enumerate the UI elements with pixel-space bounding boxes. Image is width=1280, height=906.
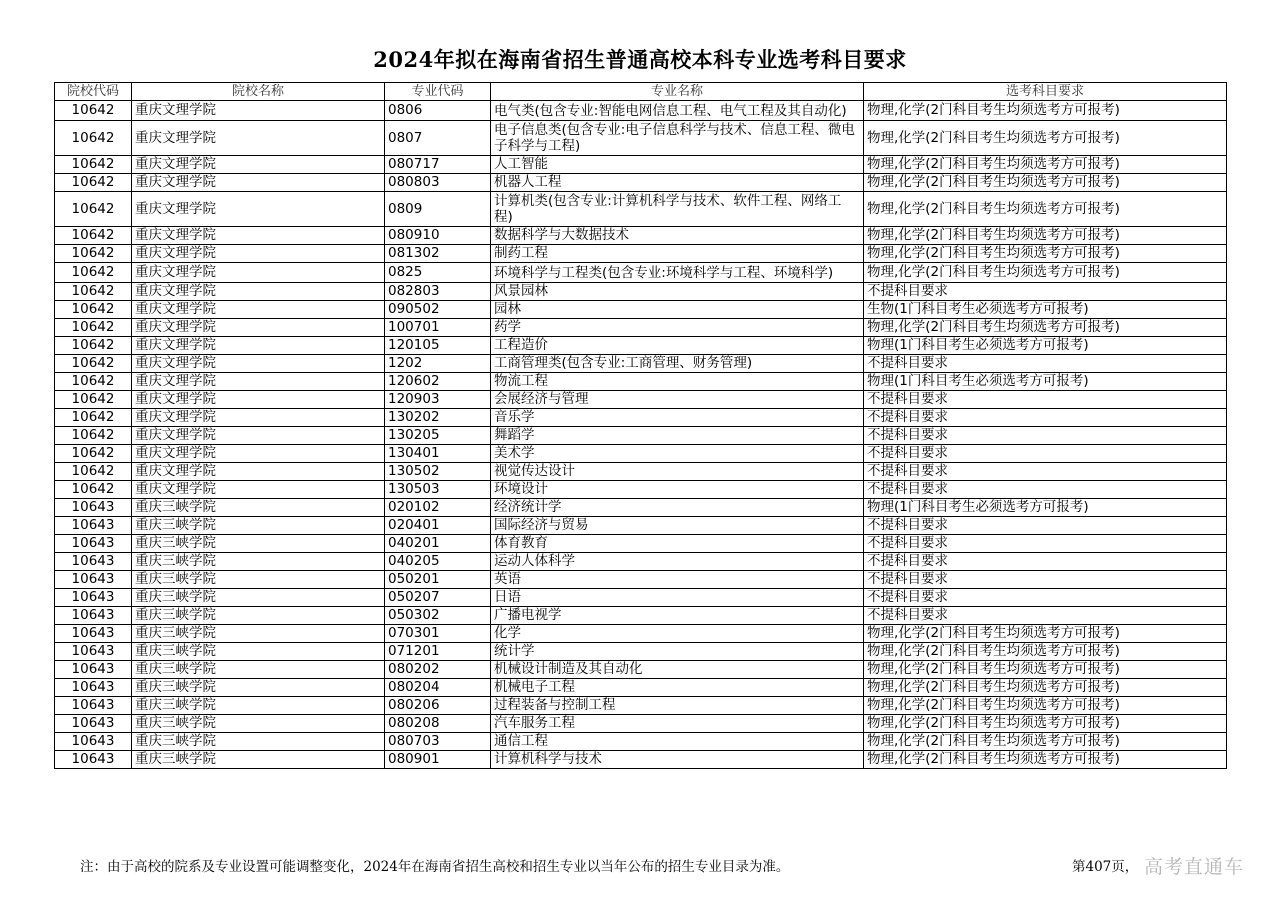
cell-subject-requirement: 物理,化学(2门科目考生均须选考方可报考): [864, 121, 1227, 156]
table-row: [55, 391, 1227, 409]
cell-subject-requirement: 物理,化学(2门科目考生均须选考方可报考): [864, 192, 1227, 227]
cell-school-name: 重庆文理学院: [132, 174, 385, 192]
cell-major-code: 080910: [385, 227, 491, 245]
cell-major-code: 080901: [385, 751, 491, 769]
cell-school-code: 10642: [55, 156, 132, 174]
cell-school-name: 重庆三峡学院: [132, 499, 385, 517]
cell-subject-requirement: 物理,化学(2门科目考生均须选考方可报考): [864, 156, 1227, 174]
cell-school-code: 10643: [55, 643, 132, 661]
cell-school-name: 重庆三峡学院: [132, 715, 385, 733]
cell-school-code: 10642: [55, 463, 132, 481]
cell-school-code: 10643: [55, 715, 132, 733]
cell-subject-requirement: 不提科目要求: [864, 571, 1227, 589]
cell-major-name: 计算机科学与技术: [491, 751, 864, 769]
cell-school-name: 重庆文理学院: [132, 319, 385, 337]
cell-school-name: 重庆三峡学院: [132, 535, 385, 553]
cell-subject-requirement: 物理,化学(2门科目考生均须选考方可报考): [864, 245, 1227, 263]
table-row: [55, 499, 1227, 517]
cell-major-name: 会展经济与管理: [491, 391, 864, 409]
table-row: [55, 589, 1227, 607]
cell-school-name: 重庆文理学院: [132, 445, 385, 463]
cell-school-code: 10643: [55, 499, 132, 517]
table-row: [55, 427, 1227, 445]
cell-major-name: 工商管理类(包含专业:工商管理、财务管理): [491, 355, 864, 373]
cell-subject-requirement: 不提科目要求: [864, 463, 1227, 481]
cell-school-name: 重庆文理学院: [132, 301, 385, 319]
cell-major-code: 020401: [385, 517, 491, 535]
cell-major-code: 120903: [385, 391, 491, 409]
cell-school-name: 重庆三峡学院: [132, 517, 385, 535]
cell-major-name: 日语: [491, 589, 864, 607]
cell-school-code: 10643: [55, 751, 132, 769]
cell-major-code: 130205: [385, 427, 491, 445]
cell-major-code: 050201: [385, 571, 491, 589]
table-row: [55, 697, 1227, 715]
cell-major-code: 080206: [385, 697, 491, 715]
cell-school-code: 10642: [55, 355, 132, 373]
cell-school-code: 10643: [55, 571, 132, 589]
header-major-code: 专业代码: [385, 83, 491, 101]
cell-major-code: 081302: [385, 245, 491, 263]
cell-school-code: 10643: [55, 589, 132, 607]
cell-subject-requirement: 不提科目要求: [864, 535, 1227, 553]
table-row: [55, 174, 1227, 192]
cell-major-code: 040201: [385, 535, 491, 553]
header-school-code: 院校代码: [55, 83, 132, 101]
cell-school-code: 10642: [55, 409, 132, 427]
cell-major-code: 040205: [385, 553, 491, 571]
table-row: [55, 643, 1227, 661]
table-row: [55, 517, 1227, 535]
table-header-row: [55, 83, 1227, 101]
cell-subject-requirement: 不提科目要求: [864, 283, 1227, 301]
cell-subject-requirement: 物理(1门科目考生必须选考方可报考): [864, 499, 1227, 517]
cell-major-name: 舞蹈学: [491, 427, 864, 445]
cell-school-code: 10642: [55, 101, 132, 121]
table-row: [55, 553, 1227, 571]
cell-school-name: 重庆三峡学院: [132, 661, 385, 679]
cell-major-name: 机械电子工程: [491, 679, 864, 697]
cell-major-name: 国际经济与贸易: [491, 517, 864, 535]
cell-school-code: 10642: [55, 301, 132, 319]
cell-major-code: 050207: [385, 589, 491, 607]
cell-major-code: 120602: [385, 373, 491, 391]
cell-school-code: 10643: [55, 625, 132, 643]
cell-school-name: 重庆三峡学院: [132, 643, 385, 661]
cell-major-code: 082803: [385, 283, 491, 301]
cell-school-name: 重庆三峡学院: [132, 751, 385, 769]
cell-school-name: 重庆三峡学院: [132, 733, 385, 751]
table-body: [55, 101, 1227, 769]
cell-major-name: 英语: [491, 571, 864, 589]
cell-school-name: 重庆三峡学院: [132, 553, 385, 571]
header-subject-requirement: 选考科目要求: [864, 83, 1227, 101]
cell-subject-requirement: 不提科目要求: [864, 409, 1227, 427]
table-row: [55, 283, 1227, 301]
cell-major-name: 制药工程: [491, 245, 864, 263]
cell-major-name: 环境设计: [491, 481, 864, 499]
cell-major-code: 0825: [385, 263, 491, 283]
table-row: [55, 301, 1227, 319]
document-title: 2024年拟在海南省招生普通高校本科专业选考科目要求: [373, 47, 907, 72]
cell-major-name: 视觉传达设计: [491, 463, 864, 481]
table-row: [55, 715, 1227, 733]
cell-school-code: 10643: [55, 535, 132, 553]
cell-major-name: 体育教育: [491, 535, 864, 553]
table-row: [55, 535, 1227, 553]
cell-major-name: 计算机类(包含专业:计算机科学与技术、软件工程、网络工程): [491, 192, 864, 227]
cell-major-name: 汽车服务工程: [491, 715, 864, 733]
table-row: [55, 227, 1227, 245]
cell-major-code: 0806: [385, 101, 491, 121]
cell-major-name: 过程装备与控制工程: [491, 697, 864, 715]
cell-major-code: 130502: [385, 463, 491, 481]
cell-subject-requirement: 物理,化学(2门科目考生均须选考方可报考): [864, 625, 1227, 643]
cell-school-code: 10642: [55, 427, 132, 445]
cell-subject-requirement: 生物(1门科目考生必须选考方可报考): [864, 301, 1227, 319]
cell-subject-requirement: 物理,化学(2门科目考生均须选考方可报考): [864, 679, 1227, 697]
cell-school-name: 重庆三峡学院: [132, 625, 385, 643]
cell-major-name: 经济统计学: [491, 499, 864, 517]
cell-school-code: 10643: [55, 733, 132, 751]
table-row: [55, 481, 1227, 499]
cell-subject-requirement: 物理,化学(2门科目考生均须选考方可报考): [864, 263, 1227, 283]
cell-school-code: 10643: [55, 553, 132, 571]
cell-major-name: 电气类(包含专业:智能电网信息工程、电气工程及其自动化): [491, 101, 864, 121]
cell-school-name: 重庆三峡学院: [132, 697, 385, 715]
cell-school-code: 10642: [55, 481, 132, 499]
header-major-name: 专业名称: [491, 83, 864, 101]
cell-subject-requirement: 物理,化学(2门科目考生均须选考方可报考): [864, 319, 1227, 337]
cell-subject-requirement: 不提科目要求: [864, 481, 1227, 499]
cell-subject-requirement: 不提科目要求: [864, 391, 1227, 409]
cell-school-code: 10643: [55, 697, 132, 715]
cell-subject-requirement: 不提科目要求: [864, 517, 1227, 535]
cell-subject-requirement: 不提科目要求: [864, 589, 1227, 607]
cell-major-code: 0807: [385, 121, 491, 156]
table-row: [55, 156, 1227, 174]
cell-major-name: 人工智能: [491, 156, 864, 174]
cell-major-name: 风景园林: [491, 283, 864, 301]
cell-school-name: 重庆三峡学院: [132, 607, 385, 625]
cell-school-name: 重庆文理学院: [132, 337, 385, 355]
cell-subject-requirement: 不提科目要求: [864, 553, 1227, 571]
cell-school-code: 10643: [55, 661, 132, 679]
cell-major-code: 050302: [385, 607, 491, 625]
cell-school-name: 重庆文理学院: [132, 121, 385, 156]
cell-major-name: 工程造价: [491, 337, 864, 355]
table-row: [55, 319, 1227, 337]
cell-subject-requirement: 物理,化学(2门科目考生均须选考方可报考): [864, 715, 1227, 733]
cell-school-code: 10642: [55, 227, 132, 245]
cell-major-name: 美术学: [491, 445, 864, 463]
cell-school-code: 10642: [55, 445, 132, 463]
watermark-text: 高考直通车: [1144, 856, 1245, 878]
cell-subject-requirement: 物理,化学(2门科目考生均须选考方可报考): [864, 661, 1227, 679]
cell-school-name: 重庆文理学院: [132, 263, 385, 283]
cell-school-code: 10642: [55, 283, 132, 301]
cell-major-code: 120105: [385, 337, 491, 355]
cell-major-code: 080703: [385, 733, 491, 751]
cell-major-code: 020102: [385, 499, 491, 517]
cell-school-code: 10642: [55, 121, 132, 156]
cell-subject-requirement: 物理,化学(2门科目考生均须选考方可报考): [864, 101, 1227, 121]
cell-major-code: 130401: [385, 445, 491, 463]
cell-subject-requirement: 物理,化学(2门科目考生均须选考方可报考): [864, 751, 1227, 769]
cell-subject-requirement: 物理(1门科目考生必须选考方可报考): [864, 373, 1227, 391]
cell-school-name: 重庆文理学院: [132, 391, 385, 409]
cell-subject-requirement: 不提科目要求: [864, 445, 1227, 463]
cell-major-code: 080208: [385, 715, 491, 733]
table-row: [55, 445, 1227, 463]
cell-major-name: 环境科学与工程类(包含专业:环境科学与工程、环境科学): [491, 263, 864, 283]
cell-school-name: 重庆文理学院: [132, 101, 385, 121]
table-row: [55, 101, 1227, 121]
header-school-name: 院校名称: [132, 83, 385, 101]
cell-major-name: 统计学: [491, 643, 864, 661]
cell-school-name: 重庆文理学院: [132, 192, 385, 227]
cell-major-code: 130202: [385, 409, 491, 427]
cell-subject-requirement: 物理,化学(2门科目考生均须选考方可报考): [864, 697, 1227, 715]
table-row: [55, 571, 1227, 589]
page-number: 第407页，: [1072, 859, 1139, 875]
cell-major-code: 1202: [385, 355, 491, 373]
table-row: [55, 373, 1227, 391]
cell-major-name: 音乐学: [491, 409, 864, 427]
cell-subject-requirement: 不提科目要求: [864, 355, 1227, 373]
cell-major-code: 080204: [385, 679, 491, 697]
cell-major-name: 机械设计制造及其自动化: [491, 661, 864, 679]
cell-major-code: 090502: [385, 301, 491, 319]
cell-school-code: 10642: [55, 245, 132, 263]
cell-school-name: 重庆文理学院: [132, 245, 385, 263]
cell-major-name: 园林: [491, 301, 864, 319]
cell-school-code: 10642: [55, 391, 132, 409]
cell-major-code: 130503: [385, 481, 491, 499]
cell-major-name: 物流工程: [491, 373, 864, 391]
cell-school-code: 10642: [55, 337, 132, 355]
table-row: [55, 679, 1227, 697]
cell-major-name: 通信工程: [491, 733, 864, 751]
cell-school-name: 重庆文理学院: [132, 227, 385, 245]
footnote: 注：由于高校的院系及专业设置可能调整变化，2024年在海南省招生高校和招生专业以当年公布的招生专业目录为准。: [80, 859, 790, 875]
cell-subject-requirement: 物理,化学(2门科目考生均须选考方可报考): [864, 174, 1227, 192]
cell-school-code: 10643: [55, 517, 132, 535]
table-row: [55, 751, 1227, 769]
table-row: [55, 625, 1227, 643]
table-row: [55, 607, 1227, 625]
table-row: [55, 355, 1227, 373]
cell-school-name: 重庆文理学院: [132, 427, 385, 445]
cell-school-code: 10642: [55, 192, 132, 227]
cell-school-name: 重庆文理学院: [132, 409, 385, 427]
table-row: [55, 121, 1227, 156]
cell-school-code: 10642: [55, 373, 132, 391]
cell-school-name: 重庆文理学院: [132, 373, 385, 391]
cell-school-code: 10642: [55, 319, 132, 337]
cell-major-code: 080803: [385, 174, 491, 192]
cell-major-code: 100701: [385, 319, 491, 337]
cell-major-name: 化学: [491, 625, 864, 643]
cell-major-name: 数据科学与大数据技术: [491, 227, 864, 245]
cell-school-code: 10643: [55, 679, 132, 697]
cell-school-name: 重庆文理学院: [132, 355, 385, 373]
cell-school-code: 10642: [55, 174, 132, 192]
subject-requirements-table: [54, 82, 1227, 769]
cell-subject-requirement: 物理,化学(2门科目考生均须选考方可报考): [864, 643, 1227, 661]
table-row: [55, 661, 1227, 679]
table-row: [55, 337, 1227, 355]
cell-major-name: 药学: [491, 319, 864, 337]
cell-school-name: 重庆文理学院: [132, 481, 385, 499]
cell-school-name: 重庆三峡学院: [132, 589, 385, 607]
cell-major-name: 电子信息类(包含专业:电子信息科学与技术、信息工程、微电子科学与工程): [491, 121, 864, 156]
cell-school-name: 重庆三峡学院: [132, 679, 385, 697]
cell-major-name: 机器人工程: [491, 174, 864, 192]
cell-major-name: 运动人体科学: [491, 553, 864, 571]
cell-subject-requirement: 不提科目要求: [864, 607, 1227, 625]
cell-school-code: 10642: [55, 263, 132, 283]
cell-subject-requirement: 物理,化学(2门科目考生均须选考方可报考): [864, 227, 1227, 245]
cell-subject-requirement: 不提科目要求: [864, 427, 1227, 445]
cell-major-code: 071201: [385, 643, 491, 661]
cell-school-name: 重庆文理学院: [132, 283, 385, 301]
cell-major-code: 0809: [385, 192, 491, 227]
cell-school-name: 重庆文理学院: [132, 463, 385, 481]
cell-school-name: 重庆三峡学院: [132, 571, 385, 589]
cell-major-code: 080202: [385, 661, 491, 679]
cell-subject-requirement: 物理(1门科目考生必须选考方可报考): [864, 337, 1227, 355]
cell-major-code: 080717: [385, 156, 491, 174]
cell-major-name: 广播电视学: [491, 607, 864, 625]
table-row: [55, 463, 1227, 481]
cell-subject-requirement: 物理,化学(2门科目考生均须选考方可报考): [864, 733, 1227, 751]
table-row: [55, 409, 1227, 427]
table-row: [55, 733, 1227, 751]
table-row: [55, 263, 1227, 283]
cell-school-code: 10643: [55, 607, 132, 625]
cell-major-code: 070301: [385, 625, 491, 643]
cell-school-name: 重庆文理学院: [132, 156, 385, 174]
table-row: [55, 245, 1227, 263]
table-row: [55, 192, 1227, 227]
